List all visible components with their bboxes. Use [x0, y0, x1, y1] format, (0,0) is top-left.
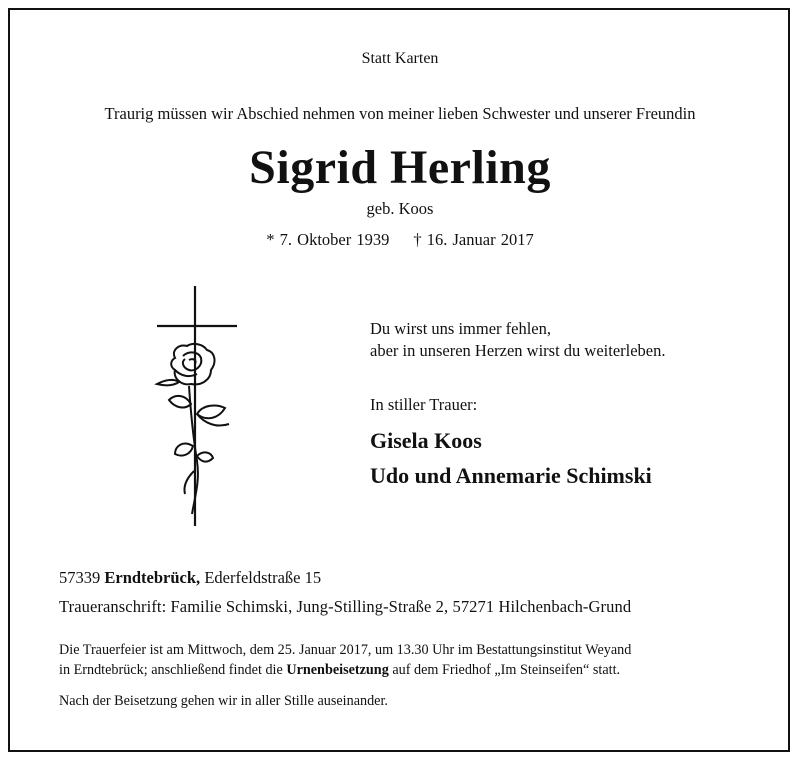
quote-line-1: Du wirst uns immer fehlen,	[370, 319, 552, 338]
closing-text: Nach der Beisetzung gehen wir in aller Stille auseinander.	[59, 693, 388, 709]
funeral-notice-line-1: Die Trauerfeier ist am Mittwoch, dem 25. Januar 2017, um 13.30 Uhr im Bestattungsinstitut Weyand	[59, 642, 632, 658]
life-dates	[0, 230, 800, 250]
cross-with-rose-icon	[145, 286, 255, 531]
mourner-name: Gisela Koos	[370, 428, 482, 453]
residence-address	[59, 568, 321, 588]
street: Ederfeldstraße 15	[204, 568, 322, 587]
funeral-notice	[59, 640, 631, 680]
funeral-notice-text: in Erndtebrück; anschließend findet die	[59, 662, 287, 678]
mourner-name: Udo und Annemarie Schimski	[370, 463, 652, 488]
funeral-notice-text: auf dem Friedhof „Im Steinseifen“ statt.	[388, 662, 621, 678]
urn-burial-label: Urnenbeisetzung	[286, 662, 389, 678]
deceased-name: Sigrid Herling	[249, 141, 551, 194]
postcode: 57339	[59, 568, 101, 587]
funeral-notice-line-2	[59, 660, 631, 680]
farewell-quote	[370, 318, 666, 362]
mourners-intro: In stiller Trauer:	[370, 395, 478, 414]
death-date: † 16. Januar 2017	[413, 230, 534, 249]
intro-text: Traurig müssen wir Abschied nehmen von meiner lieben Schwester und unserer Freundin	[104, 104, 696, 123]
quote-line-2: aber in unseren Herzen wirst du weiterleben.	[370, 341, 666, 360]
statt-karten-text: Statt Karten	[361, 50, 439, 67]
condolence-address: Traueranschrift: Familie Schimski, Jung-Stilling-Straße 2, 57271 Hilchenbach-Grund	[59, 597, 632, 616]
town: Erndtebrück,	[104, 568, 201, 587]
birth-date: * 7. Oktober 1939	[266, 230, 390, 249]
maiden-name: geb. Koos	[366, 199, 434, 218]
